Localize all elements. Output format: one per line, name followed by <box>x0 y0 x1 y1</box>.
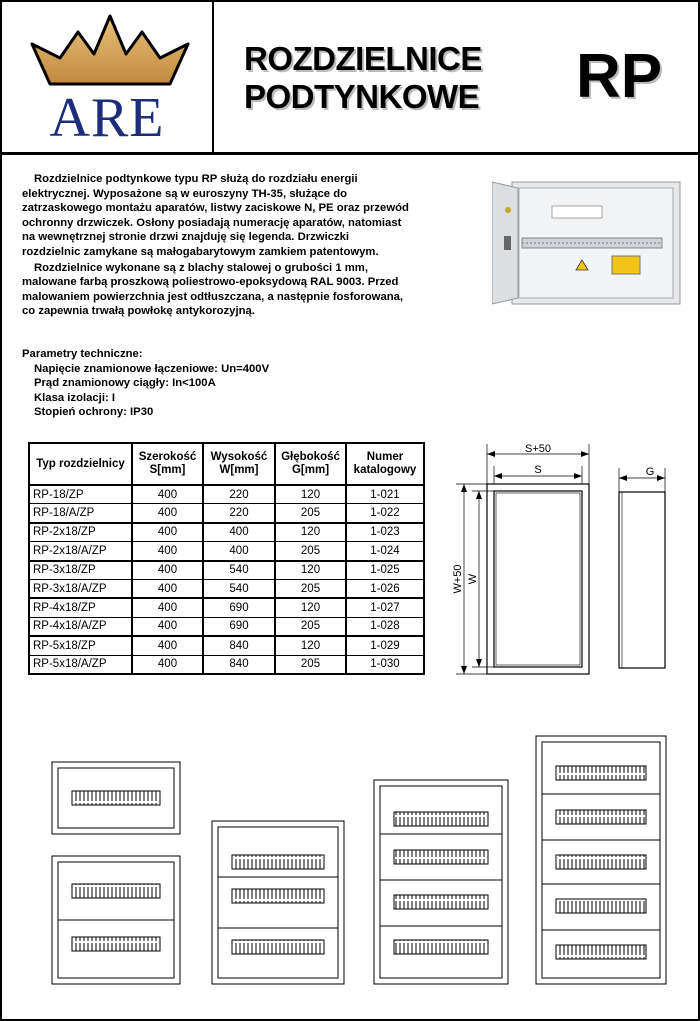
label-inner-width: S <box>534 464 542 476</box>
specification-table <box>28 442 425 675</box>
cell-catalog: 1-022 <box>346 504 424 523</box>
description-paragraph-2: Rozdzielnice wykonane są z blachy stalowej o grubości 1 mm, malowane farbą proszkową poliestrowo-epoksydową RAL 9003. Przed malowaniem powierzchnia jest odtłuszczana, a następnie fosforowana, co zapewnia trwałą powłokę antykorozyjną. <box>22 261 404 318</box>
cell-height: 690 <box>203 617 275 636</box>
cell-depth: 205 <box>275 579 346 598</box>
cell-depth: 120 <box>275 636 346 655</box>
cell-height: 540 <box>203 579 275 598</box>
enclosure-4x18 <box>374 780 508 984</box>
cell-type: RP-2x18/ZP <box>29 523 132 542</box>
cell-depth: 205 <box>275 617 346 636</box>
header-depth: Głębokość G[mm] <box>275 443 346 485</box>
cell-height: 840 <box>203 636 275 655</box>
cell-depth: 120 <box>275 485 346 504</box>
enclosure-variants-drawing <box>42 732 682 992</box>
param-voltage: Napięcie znamionowe łączeniowe: Un=400V <box>34 362 270 375</box>
cell-type: RP-18/A/ZP <box>29 504 132 523</box>
cell-catalog: 1-027 <box>346 598 424 617</box>
label-outer-width: S+50 <box>525 443 551 455</box>
dimension-drawing <box>442 440 692 680</box>
cell-width: 400 <box>132 579 203 598</box>
table-row <box>29 561 424 580</box>
enclosure-5x18 <box>536 736 666 984</box>
header-catalog: Numer katalogowy <box>346 443 424 485</box>
cell-catalog: 1-024 <box>346 542 424 561</box>
cell-catalog: 1-023 <box>346 523 424 542</box>
cell-width: 400 <box>132 504 203 523</box>
table-row <box>29 523 424 542</box>
cell-catalog: 1-028 <box>346 617 424 636</box>
cell-width: 400 <box>132 636 203 655</box>
cell-catalog: 1-029 <box>346 636 424 655</box>
header-width: Szerokość S[mm] <box>132 443 203 485</box>
cell-height: 220 <box>203 485 275 504</box>
cell-type: RP-18/ZP <box>29 485 132 504</box>
cell-width: 400 <box>132 523 203 542</box>
cell-width: 400 <box>132 598 203 617</box>
cell-height: 540 <box>203 561 275 580</box>
cell-height: 220 <box>203 504 275 523</box>
cell-width: 400 <box>132 655 203 674</box>
cell-catalog: 1-021 <box>346 485 424 504</box>
cell-height: 400 <box>203 542 275 561</box>
cell-depth: 120 <box>275 598 346 617</box>
crown-icon <box>30 14 190 94</box>
cell-height: 400 <box>203 523 275 542</box>
table-header-row <box>29 443 424 485</box>
parameters-heading: Parametry techniczne: <box>22 348 143 360</box>
table-row <box>29 504 424 523</box>
cell-width: 400 <box>132 561 203 580</box>
table-row <box>29 579 424 598</box>
cell-catalog: 1-030 <box>346 655 424 674</box>
header <box>2 2 698 155</box>
enclosure-3x18 <box>212 821 344 984</box>
technical-parameters <box>22 347 402 420</box>
title-line-2: PODTYNKOWE <box>244 78 480 115</box>
header-type: Typ rozdzielnicy <box>29 443 132 485</box>
cell-type: RP-3x18/ZP <box>29 561 132 580</box>
cell-type: RP-5x18/A/ZP <box>29 655 132 674</box>
cell-width: 400 <box>132 542 203 561</box>
product-photo <box>492 180 682 306</box>
table-row <box>29 655 424 674</box>
cell-height: 690 <box>203 598 275 617</box>
cell-depth: 205 <box>275 542 346 561</box>
description <box>22 172 410 320</box>
param-current: Prąd znamionowy ciągły: In<100A <box>34 377 216 390</box>
cell-type: RP-4x18/A/ZP <box>29 617 132 636</box>
cell-depth: 120 <box>275 561 346 580</box>
product-code: RP <box>576 42 663 111</box>
param-insulation: Klasa izolacji: I <box>34 391 115 404</box>
param-protection: Stopień ochrony: IP30 <box>34 406 154 419</box>
page-title <box>244 40 482 116</box>
description-paragraph-1: Rozdzielnice podtynkowe typu RP służą do rozdziału energii elektrycznej. Wyposażone są w euroszyny TH-35, służące do zatrzaskowego montażu aparatów, listwy zaciskowe N, PE oraz przewód ochronny drzwiczek. Osłony posiadają numerację aparatów, natomiast na wewnętrznej stronie drzwi znajduję się legenda. Drzwiczki rozdzielnic zamykane są małogabarytowym zamkiem patentowym. <box>22 173 409 258</box>
label-outer-height: W+50 <box>452 564 464 594</box>
cell-depth: 205 <box>275 504 346 523</box>
cell-width: 400 <box>132 617 203 636</box>
title-line-1: ROZDZIELNICE <box>244 40 482 77</box>
label-inner-height: W <box>467 573 479 585</box>
cell-width: 400 <box>132 485 203 504</box>
label-depth: G <box>645 466 655 478</box>
logo-text: ARE <box>49 87 165 149</box>
table-row <box>29 485 424 504</box>
cell-type: RP-4x18/ZP <box>29 598 132 617</box>
enclosure-2x18 <box>52 856 180 984</box>
enclosure-1x18 <box>52 762 180 834</box>
logo <box>2 2 214 152</box>
cell-catalog: 1-026 <box>346 579 424 598</box>
cell-type: RP-3x18/A/ZP <box>29 579 132 598</box>
table-row <box>29 617 424 636</box>
cell-type: RP-5x18/ZP <box>29 636 132 655</box>
header-height: Wysokość W[mm] <box>203 443 275 485</box>
table-row <box>29 636 424 655</box>
table-row <box>29 542 424 561</box>
cell-depth: 205 <box>275 655 346 674</box>
cell-catalog: 1-025 <box>346 561 424 580</box>
cell-depth: 120 <box>275 523 346 542</box>
cell-height: 840 <box>203 655 275 674</box>
cell-type: RP-2x18/A/ZP <box>29 542 132 561</box>
table-row <box>29 598 424 617</box>
